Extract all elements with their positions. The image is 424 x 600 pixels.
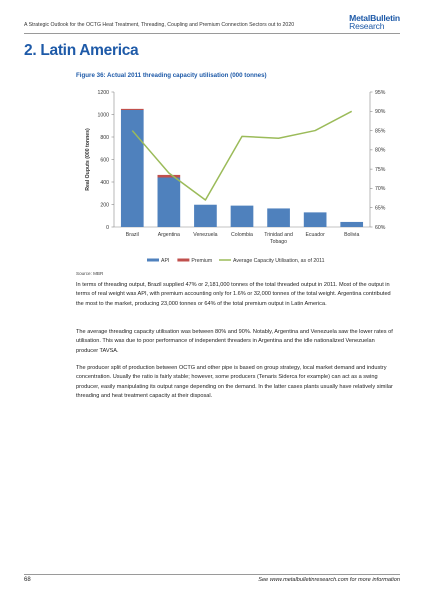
x-category-label: Venezuela	[193, 232, 218, 238]
bar-api-2	[194, 205, 217, 227]
y-tick-label: 600	[100, 157, 109, 164]
body-paragraph-2: The average threading capacity utilisation was between 80% and 90%. Notably, Argentina and Venezuela saw the lower rates of utilisation. This was due to poor performance of independent threaders in Argentina and the idle nationalized Venezuelan producer TAVSA.	[76, 329, 393, 354]
x-category-label: Brazil	[125, 232, 139, 238]
x-category-label: Colombia	[231, 232, 253, 238]
y-tick-label: 800	[100, 134, 109, 141]
y2-tick-label: 65%	[375, 205, 386, 212]
publisher-logo	[349, 14, 400, 30]
x-category-label: Argentina	[157, 232, 180, 238]
y2-tick-label: 90%	[375, 109, 386, 116]
x-category-label: Trinidad and	[264, 232, 293, 238]
capacity-utilisation-chart	[80, 82, 398, 270]
y2-tick-label: 80%	[375, 147, 386, 154]
y2-tick-label: 85%	[375, 128, 386, 135]
section-title: 2. Latin America	[24, 42, 139, 59]
bar-api-5	[304, 212, 327, 227]
logo-line-1: MetalBulletin	[349, 13, 400, 23]
legend-label-2: Average Capacity Utilisation, as of 2011	[233, 258, 325, 264]
y-tick-label: 200	[100, 202, 109, 209]
legend-swatch-1	[177, 259, 189, 262]
legend-swatch-0	[147, 259, 159, 262]
y2-tick-label: 60%	[375, 224, 386, 231]
logo-line-2: Research	[349, 21, 385, 31]
bar-api-6	[340, 222, 363, 227]
bar-api-3	[231, 206, 254, 227]
bar-api-4	[267, 208, 290, 227]
y-tick-label: 400	[100, 179, 109, 186]
report-header-title: A Strategic Outlook for the OCTG Heat Treatment, Threading, Coupling and Premium Connection Sectors out to 2020	[24, 22, 295, 28]
footer-website-link[interactable]: See www.metalbulletinresearch.com for more information	[258, 577, 400, 583]
page-number: 68	[24, 577, 31, 583]
body-paragraph-1: In terms of threading output, Brazil supplied 47% or 2,181,000 tonnes of the total threaded output in 2011. Most of the output in terms of real weight was API, with premium accounting only for 1.6% or 32,000 tonnes of the total weight. Argentina contributed the most to the market, producing 23,000 tonnes or 64% of the total premium output in Latin America.	[76, 282, 391, 307]
figure-source: Source: MBR	[76, 271, 104, 276]
footer-divider	[24, 574, 400, 575]
body-paragraph-3: The producer split of production between OCTG and other pipe is based on group strategy, local market demand and industry concentration. Usually the ratio is fairly stable; however, some producers (Tenaris Siderca for example) can act as a swing producer, easily manipulating its output range depending on the demand. In the latter cases plants usually have relatively similar threading and heat treatment capacity at their disposal.	[76, 365, 393, 399]
x-category-label: Bolivia	[344, 232, 360, 238]
x-category-label: Ecuador	[305, 232, 325, 238]
y-tick-label: 0	[106, 224, 109, 231]
y-tick-label: 1000	[97, 112, 109, 119]
x-category-label: Tobago	[270, 239, 288, 245]
legend-label-1: Premium	[191, 258, 213, 264]
header-divider	[24, 33, 400, 34]
legend-label-0: API	[161, 258, 170, 264]
y-axis-title: Real Ouputs (000 tonnes)	[85, 128, 91, 191]
bar-api-1	[158, 178, 181, 228]
figure-caption: Figure 36: Actual 2011 threading capacity utilisation (000 tonnes)	[76, 72, 267, 79]
y2-tick-label: 70%	[375, 186, 386, 193]
bar-premium-1	[158, 175, 181, 178]
y2-tick-label: 75%	[375, 166, 386, 173]
bar-premium-0	[121, 109, 144, 110]
y-tick-label: 1200	[97, 89, 109, 96]
bar-api-0	[121, 110, 144, 227]
y2-tick-label: 95%	[375, 89, 386, 96]
